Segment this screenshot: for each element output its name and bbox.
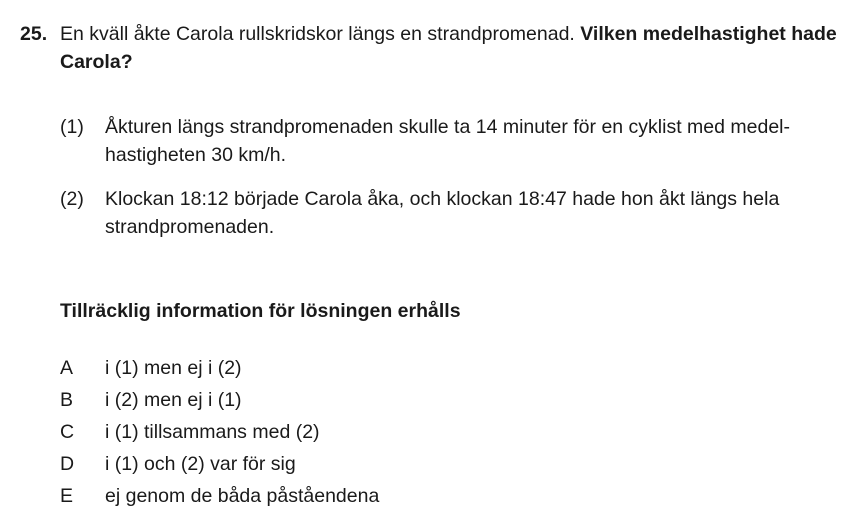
sufficient-information-heading: Tillräcklig information för lösningen erhålls: [60, 300, 461, 322]
option-text: ej genom de båda påståendena: [105, 485, 380, 507]
statement-number: (1): [60, 116, 84, 138]
option-text: i (1) tillsammans med (2): [105, 421, 320, 443]
answer-option-e[interactable]: [60, 482, 560, 514]
option-letter: D: [60, 453, 75, 475]
option-letter: E: [60, 485, 74, 507]
question-prompt: Vilken medelhastighet hade Carola?: [60, 23, 837, 73]
option-letter: C: [60, 421, 75, 443]
answer-options: [60, 354, 560, 514]
option-text: i (1) och (2) var för sig: [105, 453, 296, 475]
option-letter: B: [60, 389, 74, 411]
statement-text: Klockan 18:12 började Carola åka, och klockan 18:47 hade hon åkt längs hela strandpromenaden.: [105, 188, 780, 238]
option-text: i (1) men ej i (2): [105, 357, 242, 379]
question-stem: [60, 20, 850, 76]
question-number: 25.: [20, 23, 48, 45]
statement-number: (2): [60, 188, 84, 210]
answer-option-c[interactable]: [60, 418, 560, 450]
option-text: i (2) men ej i (1): [105, 389, 242, 411]
statement-text: Åkturen längs strandpromenaden skulle ta 14 minuter för en cyklist med medel-hastigheten 30 km/h.: [105, 116, 791, 166]
answer-option-d[interactable]: [60, 450, 560, 482]
option-letter: A: [60, 357, 74, 379]
question-stem-text: En kväll åkte Carola rullskridskor längs en strandpromenad.: [60, 23, 581, 45]
answer-option-b[interactable]: [60, 386, 560, 418]
answer-option-a[interactable]: [60, 354, 560, 386]
